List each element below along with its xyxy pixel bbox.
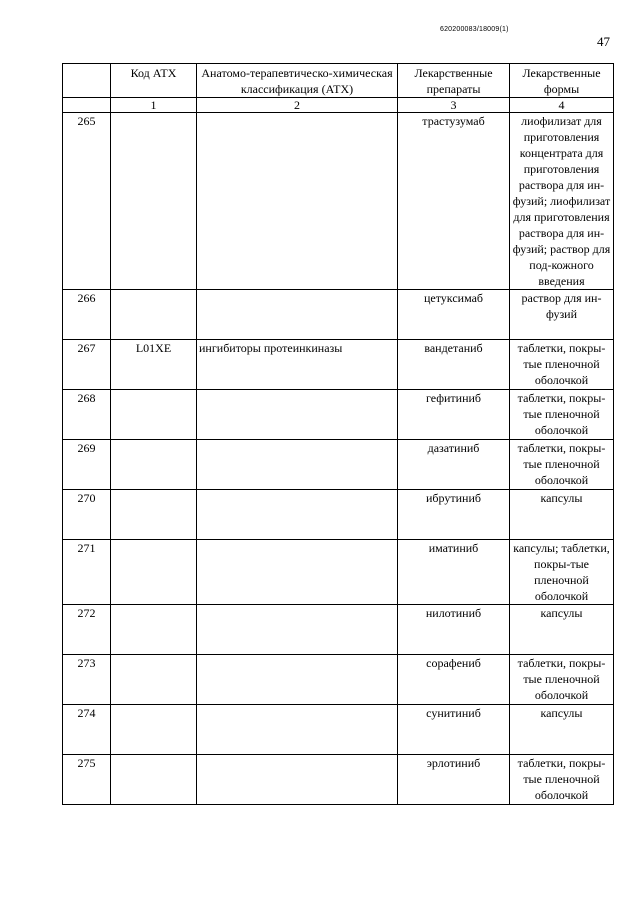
row-number: 275 xyxy=(63,755,111,805)
document-id: 620200083/18009(1) xyxy=(440,26,509,33)
dosage-form: лиофилизат для приготовления концентрата для приготовления раствора для ин-фузий; лиофилизат для приготовления раствора для ин-фузий; раствор для под-кожного введения xyxy=(510,113,614,290)
column-number: 4 xyxy=(510,98,614,113)
drug-name: цетуксимаб xyxy=(398,290,510,340)
drug-name: сунитиниб xyxy=(398,705,510,755)
atx-code xyxy=(111,755,197,805)
dosage-form: капсулы xyxy=(510,490,614,540)
row-number: 265 xyxy=(63,113,111,290)
column-number xyxy=(63,98,111,113)
atx-classification xyxy=(197,655,398,705)
atx-classification xyxy=(197,490,398,540)
column-number-row xyxy=(63,98,614,113)
column-number: 3 xyxy=(398,98,510,113)
page-number: 47 xyxy=(597,34,610,49)
table-row xyxy=(63,605,614,655)
dosage-form: капсулы; таблетки, покры-тые пленочной оболочкой xyxy=(510,540,614,605)
atx-code xyxy=(111,440,197,490)
dosage-form: таблетки, покры-тые пленочной оболочкой xyxy=(510,340,614,390)
drug-name: сорафениб xyxy=(398,655,510,705)
table-row xyxy=(63,290,614,340)
atx-code xyxy=(111,490,197,540)
drug-name: иматиниб xyxy=(398,540,510,605)
dosage-form: раствор для ин-фузий xyxy=(510,290,614,340)
atx-classification xyxy=(197,440,398,490)
dosage-form: таблетки, покры-тые пленочной оболочкой xyxy=(510,655,614,705)
atx-classification: ингибиторы протеинкиназы xyxy=(197,340,398,390)
atx-code xyxy=(111,655,197,705)
row-number: 271 xyxy=(63,540,111,605)
atx-classification xyxy=(197,605,398,655)
row-number: 266 xyxy=(63,290,111,340)
atx-classification xyxy=(197,705,398,755)
dosage-form: таблетки, покры-тые пленочной оболочкой xyxy=(510,440,614,490)
row-number: 270 xyxy=(63,490,111,540)
header-row-number xyxy=(63,64,111,98)
drug-name: дазатиниб xyxy=(398,440,510,490)
column-number: 2 xyxy=(197,98,398,113)
row-number: 269 xyxy=(63,440,111,490)
table-row xyxy=(63,540,614,605)
atx-code xyxy=(111,540,197,605)
table-row xyxy=(63,340,614,390)
atx-code xyxy=(111,390,197,440)
atx-code xyxy=(111,113,197,290)
drug-name: вандетаниб xyxy=(398,340,510,390)
table-row xyxy=(63,755,614,805)
atx-classification xyxy=(197,113,398,290)
drug-name: ибрутиниб xyxy=(398,490,510,540)
dosage-form: таблетки, покры-тые пленочной оболочкой xyxy=(510,755,614,805)
atx-code xyxy=(111,290,197,340)
header-drugs: Лекарственные препараты xyxy=(398,64,510,98)
atx-code xyxy=(111,705,197,755)
atx-classification xyxy=(197,390,398,440)
column-number: 1 xyxy=(111,98,197,113)
table-row xyxy=(63,655,614,705)
row-number: 273 xyxy=(63,655,111,705)
dosage-form: таблетки, покры-тые пленочной оболочкой xyxy=(510,390,614,440)
drug-name: нилотиниб xyxy=(398,605,510,655)
atx-code xyxy=(111,605,197,655)
header-atx-classification: Анатомо-терапевтическо-химическая классификация (АТХ) xyxy=(197,64,398,98)
row-number: 272 xyxy=(63,605,111,655)
header-atx-code: Код АТХ xyxy=(111,64,197,98)
atx-code: L01XE xyxy=(111,340,197,390)
row-number: 268 xyxy=(63,390,111,440)
header-dosage-forms: Лекарственные формы xyxy=(510,64,614,98)
table-row xyxy=(63,390,614,440)
atx-classification xyxy=(197,540,398,605)
table-row xyxy=(63,113,614,290)
table-header-row xyxy=(63,64,614,98)
table-row xyxy=(63,440,614,490)
dosage-form: капсулы xyxy=(510,605,614,655)
row-number: 267 xyxy=(63,340,111,390)
atx-classification xyxy=(197,755,398,805)
atx-classification xyxy=(197,290,398,340)
table-row xyxy=(63,705,614,755)
atx-table xyxy=(62,63,614,805)
drug-name: трастузумаб xyxy=(398,113,510,290)
dosage-form: капсулы xyxy=(510,705,614,755)
row-number: 274 xyxy=(63,705,111,755)
drug-name: эрлотиниб xyxy=(398,755,510,805)
drug-name: гефитиниб xyxy=(398,390,510,440)
table-row xyxy=(63,490,614,540)
